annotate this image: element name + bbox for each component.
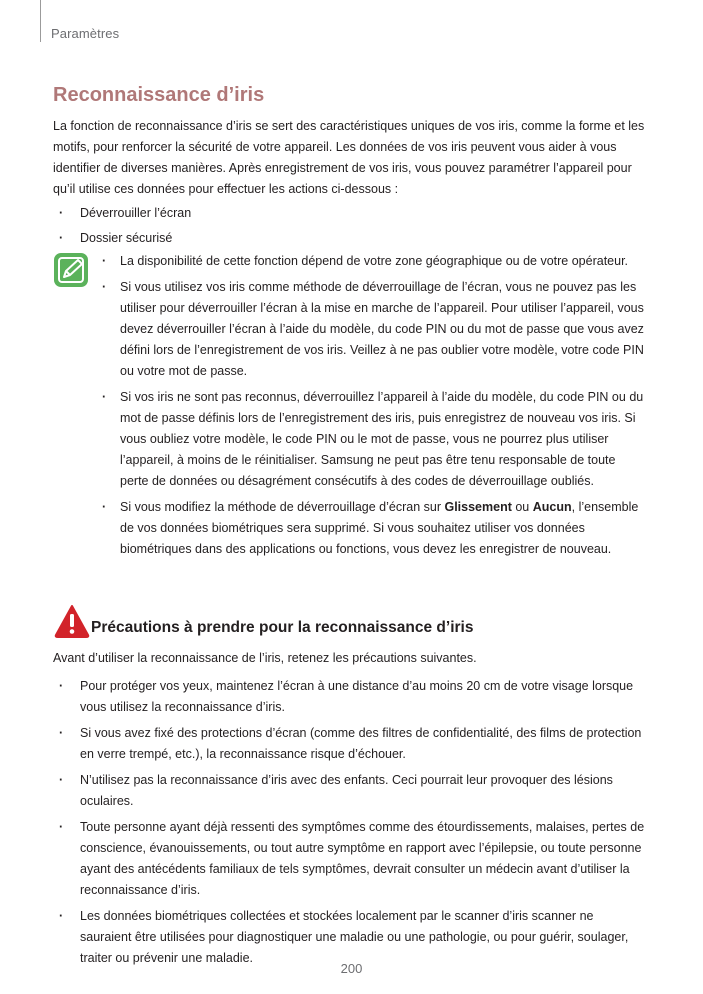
intro-paragraph: La fonction de reconnaissance d’iris se sert des caractéristiques uniques de vos iris, comme la forme et les motifs, pour renforcer la sécurité de votre appareil. Les données de vos iris peuvent vous aider à vous identifier de diverses manières. Après enregistrement de vos iris, vous pouvez paramétrer l’appareil pour qu’il utilise ces données pour effectuer les actions ci-dessous :	[53, 119, 645, 196]
option-aucun: Aucun	[532, 500, 572, 514]
list-item: · Si vous avez fixé des protections d’écran (comme des filtres de confidentialité, des films de protection en verre trempé, etc.), la reconnaissance risque d’échouer.	[53, 723, 648, 765]
list-item: · La disponibilité de cette fonction dépend de votre zone géographique ou de votre opérateur.	[100, 251, 645, 272]
note-pencil-icon	[53, 252, 89, 288]
actions-list	[53, 203, 648, 249]
list-item: · Déverrouiller l’écran	[53, 203, 648, 224]
list-item: · Si vous utilisez vos iris comme méthode de déverrouillage de l’écran, vous ne pouvez pas les utiliser pour déverrouiller l’écran à la mise en marche de l’appareil. Pour utiliser l’appareil, vous devez déverrouiller l’écran à l’aide du modèle, du code PIN ou du mot de passe que vous avez défini lors de l’enregistrement de vos iris. Veillez à ne pas oublier votre modèle, votre code PIN ou votre mot de passe.	[100, 277, 645, 382]
precautions-list	[53, 676, 648, 974]
section-title: Reconnaissance d’iris	[53, 84, 265, 106]
note-text: ou	[511, 500, 533, 514]
list-item: · Pour protéger vos yeux, maintenez l’écran à une distance d’au moins 20 cm de votre visage lorsque vous utilisez la reconnaissance d’iris.	[53, 676, 648, 718]
list-item	[100, 497, 645, 560]
option-glissement: Glissement	[444, 500, 512, 514]
note-text: Si vous modifiez la méthode de déverrouillage d’écran sur	[120, 500, 445, 514]
precautions-intro: Avant d’utiliser la reconnaissance de l’iris, retenez les précautions suivantes.	[53, 651, 477, 665]
note-text: , l’ensemble de vos données biométriques sera supprimé. Si vous souhaitez utiliser vos données biométriques dans des applications ou fonctions, vous devez les enregistrer de nouveau.	[120, 500, 639, 556]
list-item: · N’utilisez pas la reconnaissance d’iris avec des enfants. Ceci pourrait leur provoquer des lésions oculaires.	[53, 770, 648, 812]
list-item: · Toute personne ayant déjà ressenti des symptômes comme des étourdissements, malaises, pertes de conscience, évanouissements, ou tout autre symptôme en rapport avec l’épilepsie, ou toute personne ayant des antécédents familiaux de tels symptômes, devrait consulter un médecin avant d’utiliser la reconnaissance d’iris.	[53, 817, 648, 901]
list-item: · Les données biométriques collectées et stockées localement par le scanner d’iris scanner ne sauraient être utilisées pour diagnostiquer une maladie ou une pathologie, ou pour guérir, soulager, traiter ou prévenir une maladie.	[53, 906, 648, 969]
header-rule	[40, 0, 41, 42]
note-list	[100, 251, 645, 565]
list-item: · Si vos iris ne sont pas reconnus, déverrouillez l’appareil à l’aide du modèle, du code PIN ou du mot de passe définis lors de l’enregistrement des iris, puis enregistrez de nouveau vos iris. Si vous oubliez votre modèle, le code PIN ou le mot de passe, vous ne pourrez plus utiliser l’appareil, à moins de le réinitialiser. Samsung ne peut pas être tenu responsable de toute perte de données ou désagrément consécutifs à des codes de déverrouillage oubliés.	[100, 387, 645, 492]
warning-icon	[54, 604, 90, 638]
running-header: Paramètres	[51, 26, 120, 41]
precautions-heading: Précautions à prendre pour la reconnaissance d’iris	[91, 619, 474, 636]
page-number: 200	[340, 961, 363, 976]
list-item: · Dossier sécurisé	[53, 228, 648, 249]
